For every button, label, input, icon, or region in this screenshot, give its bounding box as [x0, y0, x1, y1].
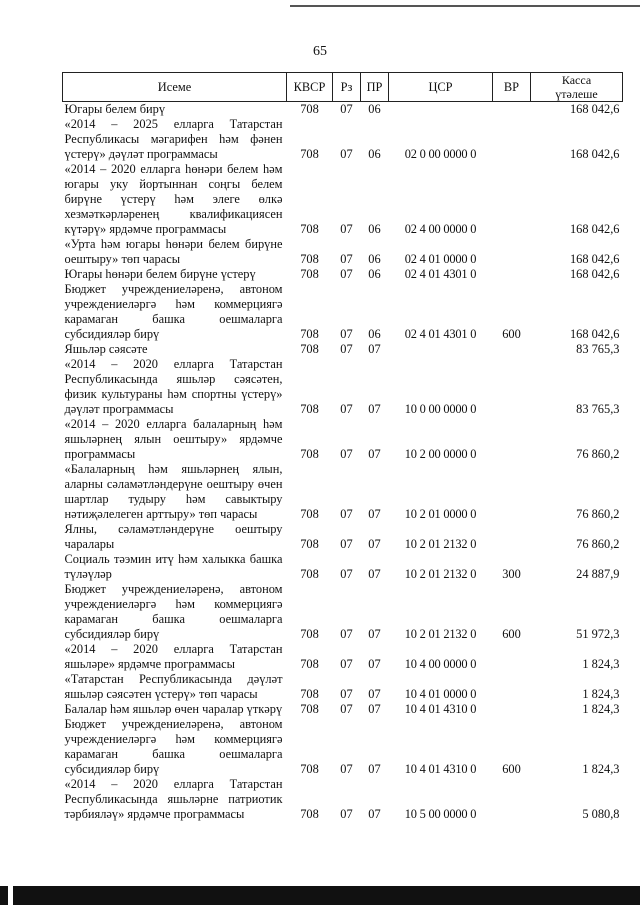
cell-vr — [493, 117, 531, 162]
cell-name: Балалар һәм яшьләр өчен чаралар үткәрү — [64, 702, 283, 716]
table-row — [63, 357, 623, 417]
cell-pr: 07 — [368, 687, 381, 701]
cell-csr: 10 4 00 0000 0 — [404, 657, 477, 671]
cell-csr — [389, 342, 493, 357]
cell-name: Югары белем бирү — [64, 102, 166, 116]
cell-name: Югары һөнәри белем бирүне үстерү — [64, 267, 256, 281]
cell-kvsr: 708 — [300, 147, 319, 161]
cell-csr: 10 2 00 0000 0 — [404, 447, 477, 461]
table-row — [63, 777, 623, 822]
cell-kvsr: 708 — [300, 567, 319, 581]
cell-amount: 76 860,2 — [576, 447, 620, 461]
cell-name: «2014 – 2020 елларга һөнәри белем һәм югары уку йортыннан соңгы белем бирүне үстерү һәм элеге өлкә хезмәткәрләренең квалификациясен күтәрү» ярдәмче программасы — [64, 162, 283, 236]
cell-vr — [493, 342, 531, 357]
top-edge-rule — [290, 5, 640, 7]
cell-csr: 10 4 01 0000 0 — [404, 687, 477, 701]
cell-amount: 83 765,3 — [576, 402, 620, 416]
cell-amount: 24 887,9 — [576, 567, 620, 581]
cell-name: Бюджет учреждениеләренә, автоном учреждениеләргә һәм коммерциягә карамаган башка оешмаларга субсидияләр бирү — [64, 582, 283, 641]
cell-csr: 10 5 00 0000 0 — [404, 807, 477, 821]
table-row — [63, 522, 623, 552]
cell-csr: 02 4 01 0000 0 — [404, 252, 477, 266]
table-row — [63, 702, 623, 717]
table-row — [63, 672, 623, 702]
cell-kvsr: 708 — [300, 627, 319, 641]
cell-amount: 5 080,8 — [582, 807, 620, 821]
table-row — [63, 462, 623, 522]
cell-rz: 07 — [340, 147, 353, 161]
cell-kvsr: 708 — [300, 342, 319, 356]
cell-amount: 83 765,3 — [576, 342, 620, 356]
cell-name: Социаль тәэмин итү һәм халыкка башка түләүләр — [64, 552, 283, 581]
cell-kvsr: 708 — [300, 702, 319, 716]
cell-name: «2014 – 2020 елларга балаларның һәм яшьләрнең ялын оештыру» ярдәмче программасы — [64, 417, 283, 461]
table-row — [63, 417, 623, 462]
column-header-pr: ПР — [361, 73, 389, 102]
cell-pr: 06 — [368, 102, 381, 116]
cell-name: «Урта һәм югары һөнәри белем бирүне оештыру» төп чарасы — [64, 237, 283, 266]
cell-csr: 02 0 00 0000 0 — [404, 147, 477, 161]
cell-rz: 07 — [340, 567, 353, 581]
cell-amount: 51 972,3 — [576, 627, 620, 641]
cell-vr — [493, 162, 531, 237]
cell-vr: 600 — [502, 762, 521, 776]
cell-kvsr: 708 — [300, 102, 319, 116]
cell-amount: 1 824,3 — [582, 702, 620, 716]
column-header-name: Исеме — [63, 73, 287, 102]
cell-pr: 07 — [368, 627, 381, 641]
cell-pr: 06 — [368, 252, 381, 266]
cell-amount: 1 824,3 — [582, 657, 620, 671]
column-header-rz: Рз — [333, 73, 361, 102]
table-row — [63, 102, 623, 118]
cell-name: Ялны, сәламәтләндерүне оештыру чаралары — [64, 522, 283, 551]
cell-rz: 07 — [340, 702, 353, 716]
cell-kvsr: 708 — [300, 447, 319, 461]
cell-kvsr: 708 — [300, 537, 319, 551]
column-header-kassa-line2: үтәлеше — [555, 87, 598, 101]
cell-pr: 07 — [368, 657, 381, 671]
cell-csr: 10 2 01 2132 0 — [404, 567, 477, 581]
cell-vr — [493, 417, 531, 462]
cell-vr — [493, 237, 531, 267]
cell-name: «Балаларның һәм яшьләрнең ялын, аларны сәламәтләндерүне оештыру өчен шартлар тудыру һәм савыктыру нәтиҗәлелеген арттыру» төп чарасы — [64, 462, 283, 521]
cell-pr: 07 — [368, 762, 381, 776]
cell-rz: 07 — [340, 252, 353, 266]
cell-csr: 02 4 00 0000 0 — [404, 222, 477, 236]
table-row — [63, 342, 623, 357]
column-header-vr: ВР — [493, 73, 531, 102]
cell-csr: 10 2 01 2132 0 — [404, 627, 477, 641]
table-row — [63, 267, 623, 282]
cell-kvsr: 708 — [300, 762, 319, 776]
cell-rz: 07 — [340, 342, 353, 356]
table-row — [63, 642, 623, 672]
table-row — [63, 552, 623, 582]
cell-amount: 168 042,6 — [569, 267, 620, 281]
cell-vr — [493, 462, 531, 522]
cell-name: «Татарстан Республикасында дәүләт яшьләр сәясәтен үстерү» төп чарасы — [64, 672, 283, 701]
cell-pr: 06 — [368, 327, 381, 341]
cell-rz: 07 — [340, 102, 353, 116]
cell-csr: 10 4 01 4310 0 — [404, 762, 477, 776]
cell-kvsr: 708 — [300, 327, 319, 341]
cell-vr: 600 — [502, 327, 521, 341]
cell-csr: 02 4 01 4301 0 — [404, 327, 477, 341]
cell-amount: 76 860,2 — [576, 537, 620, 551]
cell-csr: 10 2 01 0000 0 — [404, 507, 477, 521]
cell-csr — [389, 102, 493, 118]
cell-amount: 168 042,6 — [569, 102, 620, 116]
cell-kvsr: 708 — [300, 507, 319, 521]
cell-amount: 168 042,6 — [569, 222, 620, 236]
cell-csr: 10 4 01 4310 0 — [404, 702, 477, 716]
cell-kvsr: 708 — [300, 687, 319, 701]
cell-csr: 10 0 00 0000 0 — [404, 402, 477, 416]
column-header-kassa-line1: Касса — [561, 73, 592, 87]
cell-kvsr: 708 — [300, 657, 319, 671]
cell-amount: 168 042,6 — [569, 252, 620, 266]
cell-csr: 02 4 01 4301 0 — [404, 267, 477, 281]
column-header-kassa — [531, 73, 623, 102]
cell-kvsr: 708 — [300, 267, 319, 281]
column-header-kvsr: КВСР — [287, 73, 333, 102]
cell-csr: 10 2 01 2132 0 — [404, 537, 477, 551]
cell-vr — [493, 522, 531, 552]
cell-amount: 76 860,2 — [576, 507, 620, 521]
table-row — [63, 582, 623, 642]
cell-name: «2014 – 2020 елларга Татарстан Республикасында яшьләр сәясәтен, физик культураны һәм спортны үстерү» дәүләт программасы — [64, 357, 283, 416]
cell-rz: 07 — [340, 447, 353, 461]
cell-kvsr: 708 — [300, 222, 319, 236]
cell-pr: 07 — [368, 507, 381, 521]
cell-rz: 07 — [340, 402, 353, 416]
cell-pr: 07 — [368, 402, 381, 416]
bottom-scan-bar-gap — [8, 886, 13, 905]
cell-kvsr: 708 — [300, 402, 319, 416]
cell-rz: 07 — [340, 537, 353, 551]
table-row — [63, 117, 623, 162]
cell-pr: 06 — [368, 267, 381, 281]
cell-rz: 07 — [340, 222, 353, 236]
cell-rz: 07 — [340, 327, 353, 341]
cell-kvsr: 708 — [300, 252, 319, 266]
cell-amount: 168 042,6 — [569, 327, 620, 341]
cell-kvsr: 708 — [300, 807, 319, 821]
cell-rz: 07 — [340, 657, 353, 671]
cell-name: Бюджет учреждениеләренә, автоном учреждениеләргә һәм коммерциягә карамаган башка оешмаларга субсидияләр бирү — [64, 717, 283, 776]
cell-rz: 07 — [340, 507, 353, 521]
cell-rz: 07 — [340, 687, 353, 701]
page-number: 65 — [313, 44, 327, 59]
header-row — [63, 73, 623, 102]
cell-name: «2014 – 2020 елларга Татарстан яшьләре» ярдәмче программасы — [64, 642, 283, 671]
cell-vr — [493, 702, 531, 717]
cell-rz: 07 — [340, 627, 353, 641]
budget-table — [62, 72, 623, 822]
table-row — [63, 282, 623, 342]
cell-pr: 06 — [368, 147, 381, 161]
cell-vr: 600 — [502, 627, 521, 641]
cell-pr: 07 — [368, 342, 381, 356]
table-row — [63, 237, 623, 267]
cell-vr — [493, 102, 531, 118]
cell-vr — [493, 777, 531, 822]
cell-pr: 07 — [368, 702, 381, 716]
cell-vr — [493, 267, 531, 282]
cell-name: «2014 – 2020 елларга Татарстан Республикасында яшьләрне патриотик тәрбияләү» ярдәмче программасы — [64, 777, 283, 821]
cell-rz: 07 — [340, 807, 353, 821]
cell-pr: 06 — [368, 222, 381, 236]
cell-name: Бюджет учреждениеләренә, автоном учреждениеләргә һәм коммерциягә карамаган башка оешмаларга субсидияләр бирү — [64, 282, 283, 341]
cell-amount: 1 824,3 — [582, 687, 620, 701]
cell-rz: 07 — [340, 267, 353, 281]
cell-vr — [493, 642, 531, 672]
bottom-scan-bar — [0, 886, 640, 905]
cell-amount: 1 824,3 — [582, 762, 620, 776]
column-header-csr: ЦСР — [389, 73, 493, 102]
cell-pr: 07 — [368, 447, 381, 461]
cell-pr: 07 — [368, 537, 381, 551]
cell-pr: 07 — [368, 567, 381, 581]
cell-rz: 07 — [340, 762, 353, 776]
cell-name: «2014 – 2025 елларга Татарстан Республикасы мәгарифен һәм фәнен үстерү» дәүләт программасы — [64, 117, 283, 161]
cell-name: Яшьләр сәясәте — [64, 342, 148, 356]
table-body — [63, 102, 623, 823]
cell-vr — [493, 357, 531, 417]
cell-vr — [493, 672, 531, 702]
cell-amount: 168 042,6 — [569, 147, 620, 161]
table-row — [63, 717, 623, 777]
cell-vr: 300 — [502, 567, 521, 581]
table-header — [63, 73, 623, 102]
cell-pr: 07 — [368, 807, 381, 821]
table-row — [63, 162, 623, 237]
